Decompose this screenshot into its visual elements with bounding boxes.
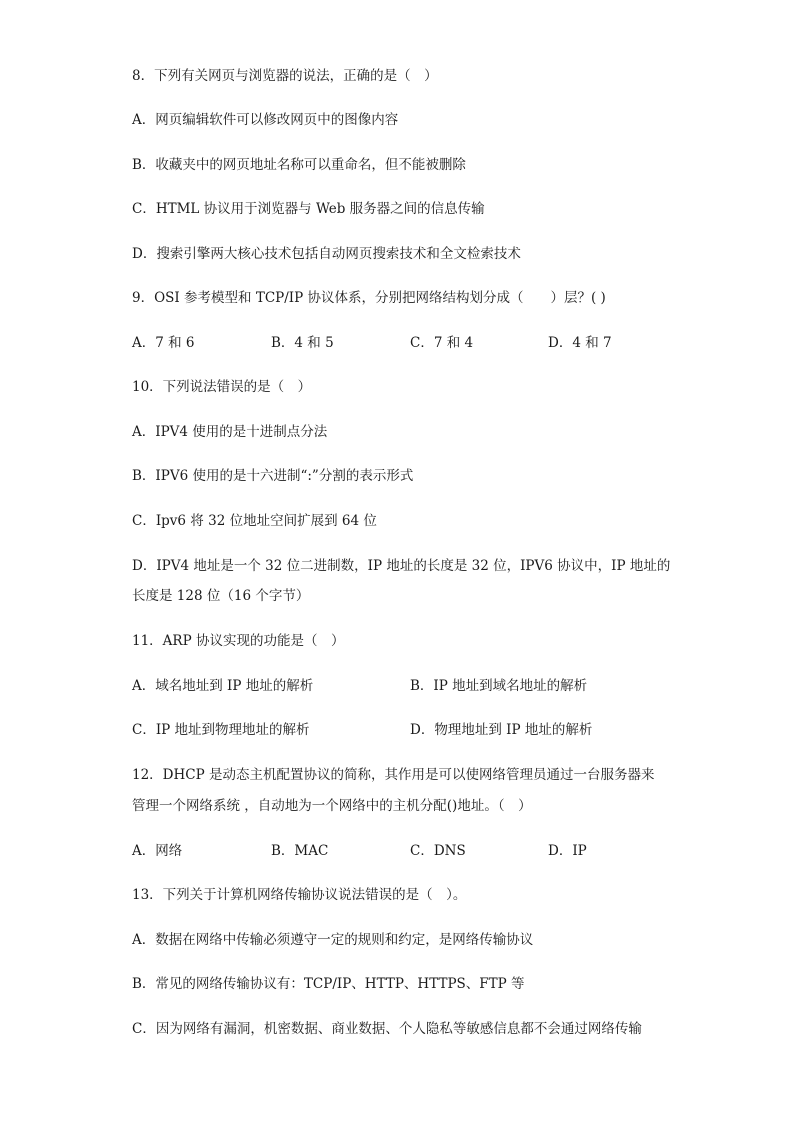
question-13-option-c: C．因为网络有漏洞，机密数据、商业数据、个人隐私等敏感信息都不会通过网络传输 xyxy=(132,1021,642,1037)
question-9-option-c: C．7 和 4 xyxy=(410,335,474,351)
question-8-option-a: A．网页编辑软件可以修改网页中的图像内容 xyxy=(132,112,399,128)
question-11-option-c: C．IP 地址到物理地址的解析 xyxy=(132,722,310,738)
question-13-option-b: B．常见的网络传输协议有：TCP/IP、HTTP、HTTPS、FTP 等 xyxy=(132,976,525,992)
question-8-option-c: C．HTML 协议用于浏览器与 Web 服务器之间的信息传输 xyxy=(132,201,485,217)
question-12-option-b: B．MAC xyxy=(271,843,329,859)
question-12-stem-cont: 管理一个网络系统 ，自动地为一个网络中的主机分配()地址。（ ） xyxy=(132,798,532,814)
question-10-option-d: D．IPV4 地址是一个 32 位二进制数，IP 地址的长度是 32 位，IPV6 协议中，IP 地址的 xyxy=(132,558,671,574)
question-10-option-a: A．IPV4 使用的是十进制点分法 xyxy=(132,424,328,440)
question-13-option-a: A．数据在网络中传输必须遵守一定的规则和约定，是网络传输协议 xyxy=(132,932,534,948)
question-10-option-c: C．Ipv6 将 32 位地址空间扩展到 64 位 xyxy=(132,513,377,529)
question-12-option-a: A．网络 xyxy=(132,843,183,859)
question-11-option-a: A．域名地址到 IP 地址的解析 xyxy=(132,678,314,694)
question-10-option-d-cont: 长度是 128 位（16 个字节） xyxy=(132,588,310,604)
question-12-option-c: C．DNS xyxy=(410,843,466,859)
question-10-stem: 10．下列说法错误的是（ ） xyxy=(132,379,312,395)
question-11-option-d: D．物理地址到 IP 地址的解析 xyxy=(410,722,593,738)
question-9-option-a: A．7 和 6 xyxy=(132,335,195,351)
question-11-stem: 11．ARP 协议实现的功能是（ ） xyxy=(132,633,345,649)
question-8-option-b: B．收藏夹中的网页地址名称可以重命名，但不能被删除 xyxy=(132,157,466,173)
question-9-option-b: B．4 和 5 xyxy=(271,335,334,351)
question-8-stem: 8．下列有关网页与浏览器的说法，正确的是（ ） xyxy=(132,68,438,84)
question-9-stem: 9．OSI 参考模型和 TCP/IP 协议体系，分别把网络结构划分成（ ）层？( ) xyxy=(132,290,606,306)
question-12-stem: 12．DHCP 是动态主机配置协议的简称，其作用是可以使网络管理员通过一台服务器来 xyxy=(132,767,655,783)
question-12-option-d: D．IP xyxy=(548,843,587,859)
question-11-option-b: B．IP 地址到域名地址的解析 xyxy=(410,678,588,694)
question-13-stem: 13．下列关于计算机网络传输协议说法错误的是（ ）。 xyxy=(132,887,467,903)
question-9-option-d: D．4 和 7 xyxy=(548,335,612,351)
question-10-option-b: B．IPV6 使用的是十六进制“:”分割的表示形式 xyxy=(132,468,414,484)
question-8-option-d: D．搜索引擎两大核心技术包括自动网页搜索技术和全文检索技术 xyxy=(132,246,521,262)
